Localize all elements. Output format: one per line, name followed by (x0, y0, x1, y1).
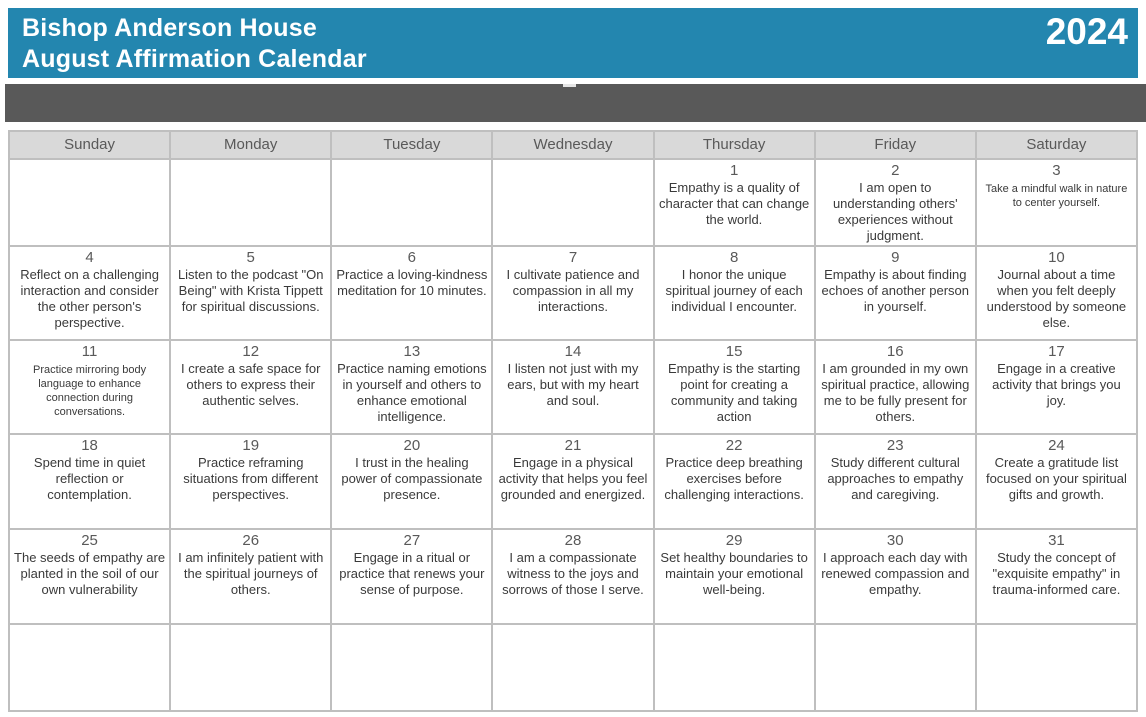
day-number: 12 (242, 343, 260, 360)
weekday-header-friday: Friday (816, 132, 975, 158)
calendar-cell-aug-2 (816, 160, 975, 245)
day-number: 26 (242, 532, 260, 549)
calendar-cell-aug-8 (655, 247, 814, 339)
affirmation-text: Practice naming emotions in yourself and others to enhance emotional intelligence. (337, 361, 487, 424)
calendar-cell-empty (977, 625, 1136, 710)
calendar-cell-empty (493, 625, 652, 710)
calendar-cell-empty (332, 160, 491, 245)
calendar-cell-aug-4 (10, 247, 169, 339)
affirmation-text: I approach each day with renewed compassion and empathy. (821, 550, 970, 597)
affirmation-text: Listen to the podcast "On Being" with Krista Tippett for spiritual discussions. (177, 267, 324, 314)
calendar-cell-aug-24 (977, 435, 1136, 528)
affirmation-text: Study different cultural approaches to empathy and caregiving. (827, 455, 964, 502)
day-number: 17 (1048, 343, 1065, 360)
divider-bar (5, 84, 1146, 122)
day-number: 22 (725, 437, 743, 454)
affirmation-text: Take a mindful walk in nature to center yourself. (985, 183, 1128, 209)
affirmation-text: Study the concept of "exquisite empathy" in trauma-informed care. (992, 550, 1121, 597)
calendar-cell-empty (171, 160, 330, 245)
affirmation-text: Spend time in quiet reflection or contemplation. (33, 455, 146, 502)
affirmation-text: I am infinitely patient with the spiritual journeys of others. (178, 550, 324, 597)
calendar-cell-aug-31 (977, 530, 1136, 623)
calendar-cell-aug-17 (977, 341, 1136, 433)
header-titles (8, 8, 367, 78)
calendar-cell-empty (493, 160, 652, 245)
day-number: 15 (725, 343, 743, 360)
calendar-cell-aug-3 (977, 160, 1136, 245)
day-number: 18 (81, 437, 98, 454)
day-number: 21 (564, 437, 582, 454)
day-number: 6 (407, 249, 417, 266)
calendar-cell-aug-6 (332, 247, 491, 339)
day-number: 13 (403, 343, 421, 360)
calendar-cell-aug-19 (171, 435, 330, 528)
day-number: 14 (564, 343, 582, 360)
day-number: 3 (1052, 162, 1061, 179)
calendar-cell-aug-15 (655, 341, 814, 433)
calendar-cell-empty (332, 625, 491, 710)
calendar-cell-aug-1 (655, 160, 814, 245)
calendar-cell-aug-11 (10, 341, 169, 433)
affirmation-text: Practice reframing situations from different perspectives. (183, 455, 319, 502)
calendar-cell-aug-26 (171, 530, 330, 623)
affirmation-text: Journal about a time when you felt deeply understood by someone else. (986, 267, 1127, 330)
year-label: 2024 (1045, 11, 1128, 52)
calendar-cell-aug-12 (171, 341, 330, 433)
affirmation-text: Practice deep breathing exercises before challenging interactions. (664, 455, 804, 502)
calendar-cell-aug-20 (332, 435, 491, 528)
calendar-cell-empty (10, 625, 169, 710)
calendar-cell-aug-22 (655, 435, 814, 528)
calendar-cell-aug-14 (493, 341, 652, 433)
affirmation-text: Practice mirroring body language to enhance connection during conversations. (33, 364, 147, 418)
day-number: 5 (246, 249, 255, 266)
day-number: 11 (81, 343, 98, 360)
day-number: 16 (886, 343, 904, 360)
affirmation-text: Empathy is about finding echoes of another person in yourself. (821, 267, 969, 314)
affirmation-text: Empathy is a quality of character that can change the world. (658, 180, 810, 227)
day-number: 31 (1048, 532, 1065, 549)
day-number: 10 (1048, 249, 1065, 266)
day-number: 23 (886, 437, 904, 454)
affirmation-text: I am a compassionate witness to the joys and sorrows of those I serve. (502, 550, 644, 597)
day-number: 29 (725, 532, 743, 549)
calendar-cell-aug-21 (493, 435, 652, 528)
day-number: 28 (564, 532, 582, 549)
affirmation-text: I create a safe space for others to express their authentic selves. (180, 361, 321, 408)
day-number: 2 (891, 162, 900, 179)
header-banner (8, 8, 1138, 78)
weekday-header-saturday: Saturday (977, 132, 1136, 158)
calendar-grid (8, 130, 1138, 712)
affirmation-text: Set healthy boundaries to maintain your emotional well-being. (660, 550, 808, 597)
calendar-cell-aug-5 (171, 247, 330, 339)
weekday-header-monday: Monday (171, 132, 330, 158)
day-number: 20 (403, 437, 421, 454)
calendar-cell-aug-9 (816, 247, 975, 339)
affirmation-text: I cultivate patience and compassion in all my interactions. (506, 267, 640, 314)
day-number: 9 (891, 249, 900, 266)
weekday-header-thursday: Thursday (655, 132, 814, 158)
text-artifact (563, 84, 576, 87)
affirmation-text: I listen not just with my ears, but with my heart and soul. (507, 361, 639, 408)
calendar-cell-aug-30 (816, 530, 975, 623)
day-number: 25 (81, 532, 98, 549)
calendar-cell-empty (816, 625, 975, 710)
affirmation-text: I trust in the healing power of compassionate presence. (341, 455, 483, 502)
weekday-header-wednesday: Wednesday (493, 132, 652, 158)
affirmation-text: Reflect on a challenging interaction and consider the other person's perspective. (20, 267, 159, 330)
calendar-cell-aug-27 (332, 530, 491, 623)
affirmation-text: Empathy is the starting point for creating a community and taking action (668, 361, 801, 424)
day-number: 24 (1048, 437, 1065, 454)
day-number: 19 (242, 437, 260, 454)
calendar-cell-empty (171, 625, 330, 710)
day-number: 1 (729, 162, 739, 179)
affirmation-text: I am grounded in my own spiritual practice, allowing me to be fully present for others. (821, 361, 970, 424)
calendar-cell-aug-28 (493, 530, 652, 623)
affirmation-text: The seeds of empathy are planted in the soil of our own vulnerability (14, 550, 166, 597)
calendar-title: August Affirmation Calendar (22, 45, 367, 73)
weekday-header-sunday: Sunday (10, 132, 169, 158)
calendar-cell-aug-13 (332, 341, 491, 433)
affirmation-text: Engage in a ritual or practice that renews your sense of purpose. (339, 550, 485, 597)
day-number: 8 (729, 249, 739, 266)
calendar-cell-empty (655, 625, 814, 710)
affirmation-text: Engage in a physical activity that helps you feel grounded and energized. (498, 455, 648, 502)
org-title: Bishop Anderson House (22, 14, 317, 42)
weekday-header-tuesday: Tuesday (332, 132, 491, 158)
day-number: 4 (85, 249, 94, 266)
affirmation-text: I honor the unique spiritual journey of each individual I encounter. (665, 267, 803, 314)
calendar-cell-aug-7 (493, 247, 652, 339)
calendar-cell-empty (10, 160, 169, 245)
calendar-cell-aug-29 (655, 530, 814, 623)
calendar-cell-aug-16 (816, 341, 975, 433)
calendar-cell-aug-23 (816, 435, 975, 528)
calendar-cell-aug-10 (977, 247, 1136, 339)
affirmation-text: I am open to understanding others' experiences without judgment. (832, 180, 958, 243)
day-number: 30 (886, 532, 904, 549)
affirmation-text: Create a gratitude list focused on your spiritual gifts and growth. (985, 455, 1127, 502)
affirmation-text: Engage in a creative activity that brings you joy. (992, 361, 1121, 408)
calendar-cell-aug-25 (10, 530, 169, 623)
affirmation-text: Practice a loving-kindness meditation for 10 minutes. (336, 267, 488, 298)
day-number: 27 (403, 532, 421, 549)
day-number: 7 (568, 249, 578, 266)
calendar-cell-aug-18 (10, 435, 169, 528)
